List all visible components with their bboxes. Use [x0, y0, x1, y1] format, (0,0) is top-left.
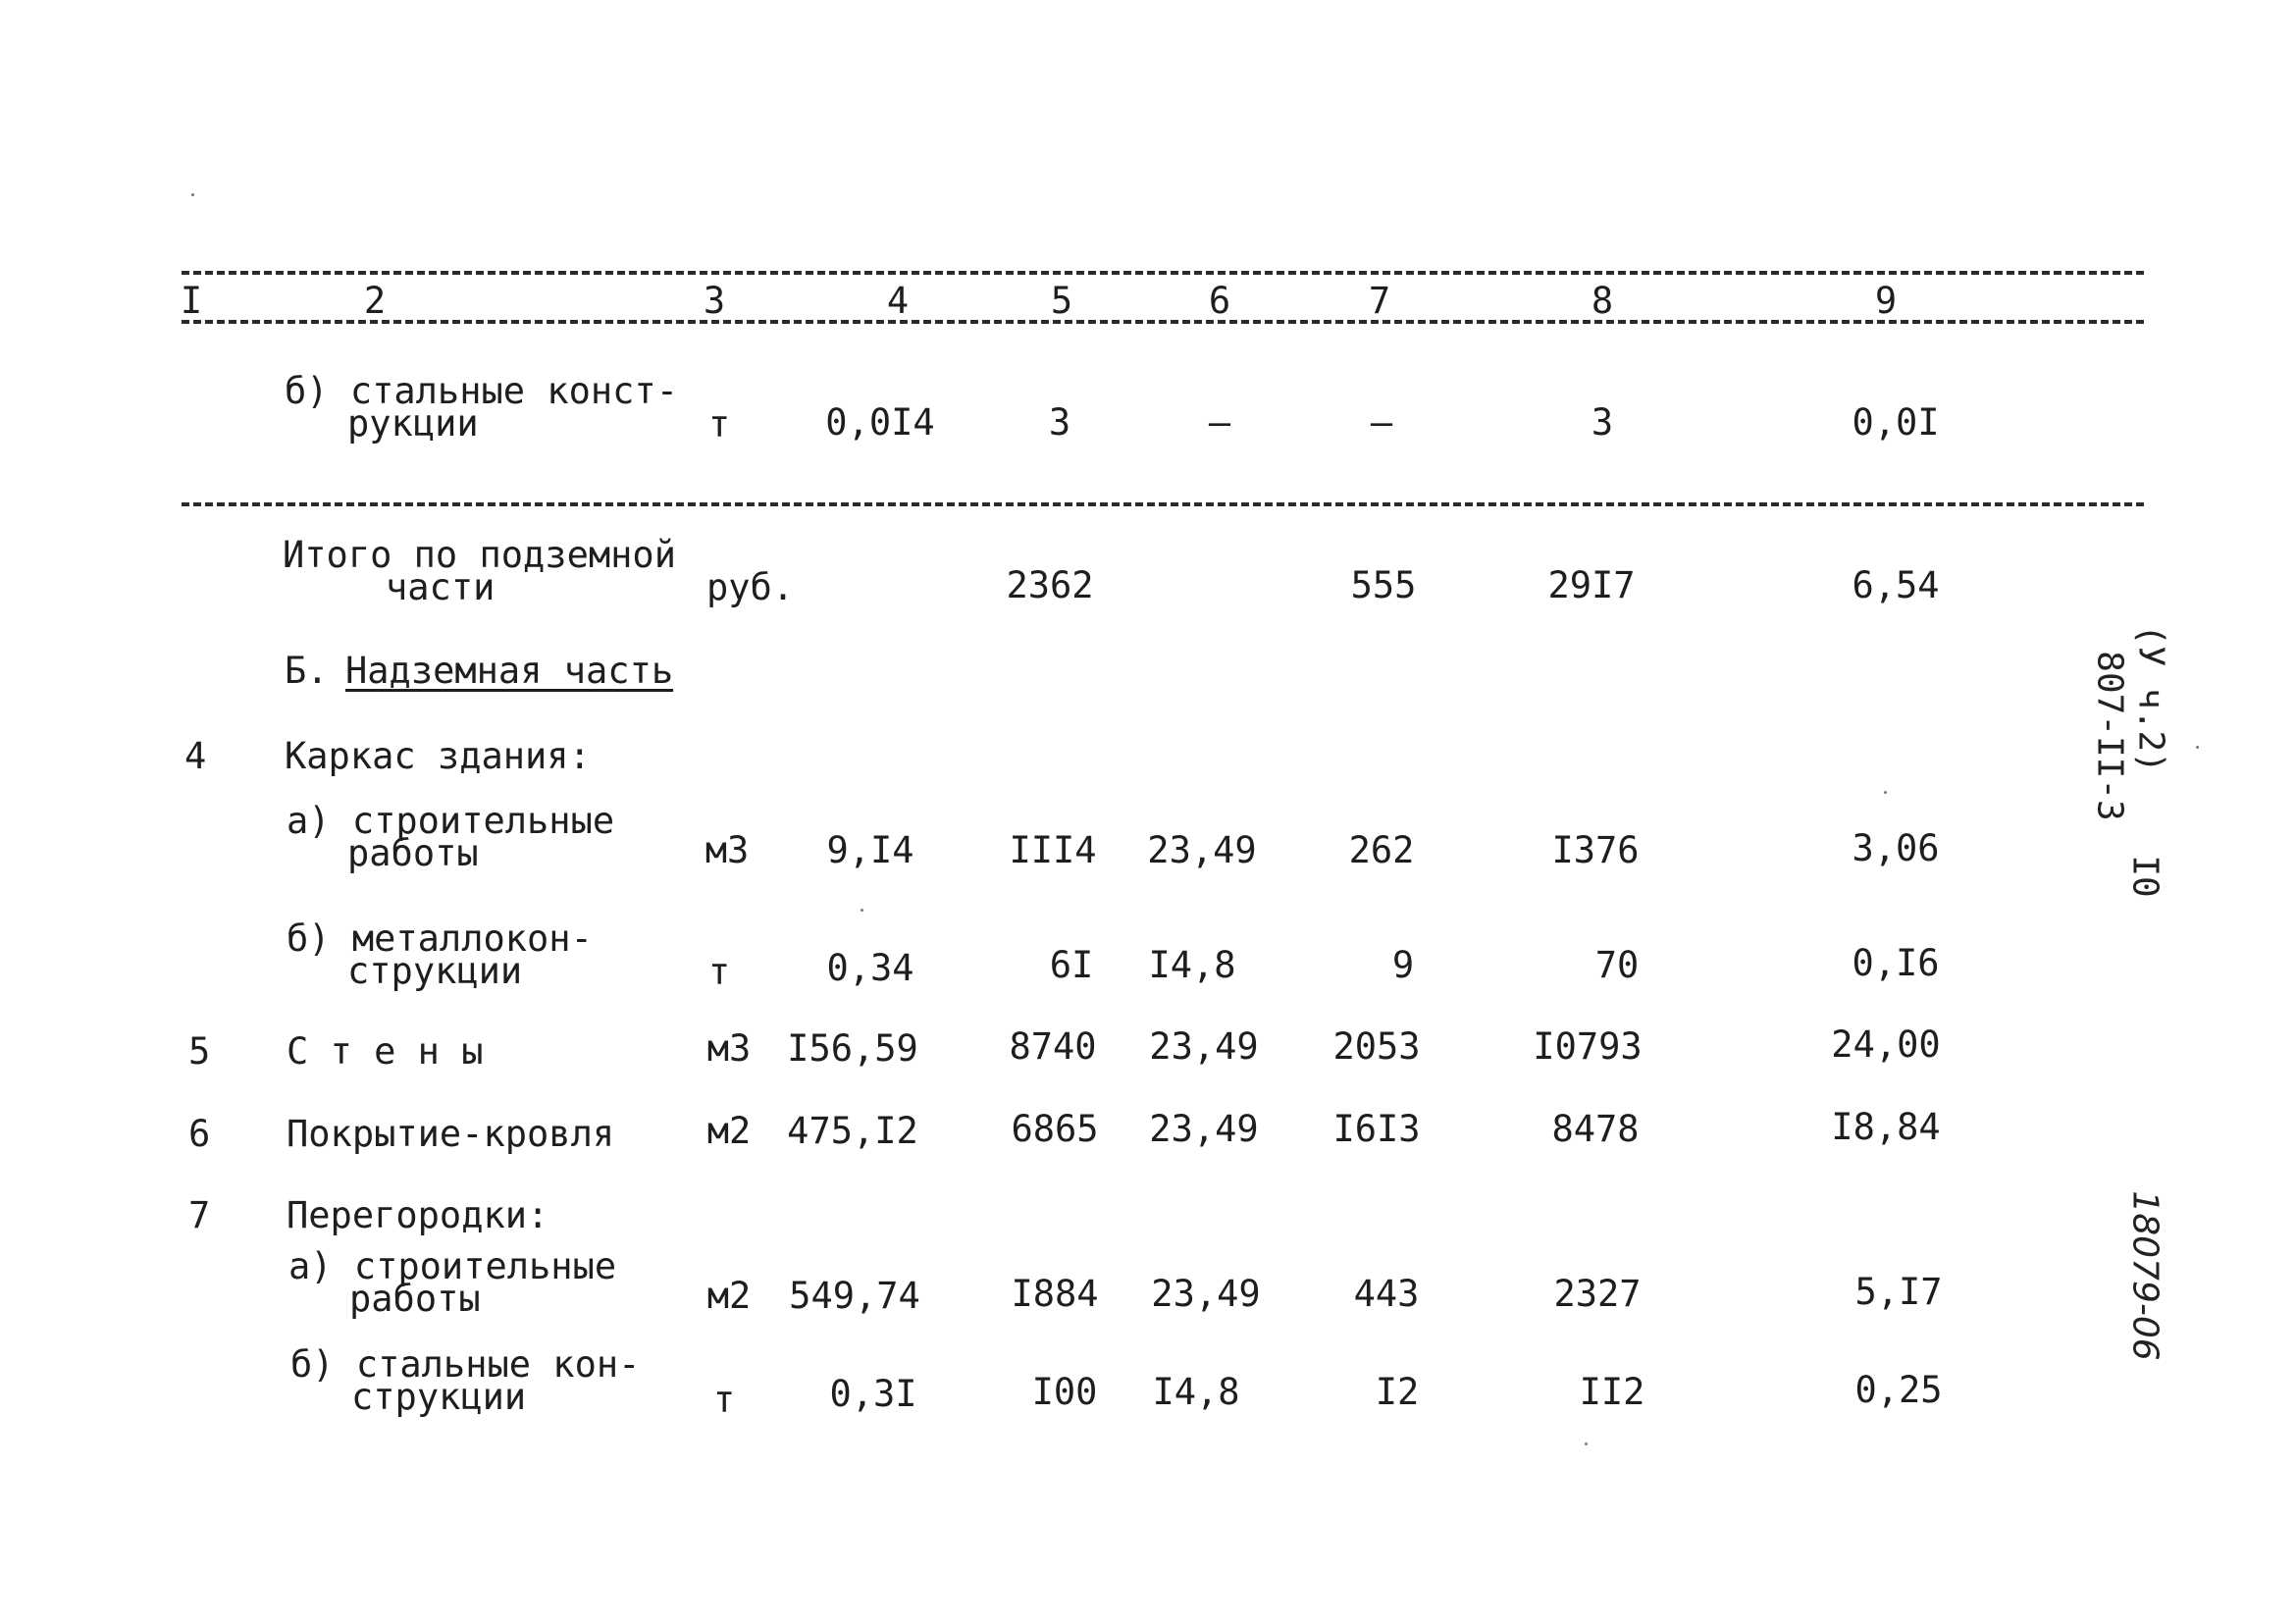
- cell-col7: –: [1370, 401, 1393, 444]
- col-header-9: 9: [1874, 280, 1898, 322]
- subtotal-rule: [182, 502, 2144, 506]
- row-label-line1: а) строительные: [288, 1245, 617, 1287]
- cell-col7: 262: [1348, 829, 1415, 871]
- cell-col7: 2053: [1332, 1025, 1421, 1068]
- col-header-2: 2: [363, 280, 387, 322]
- cell-unit: м3: [706, 1027, 752, 1070]
- cell-col4: 9,I4: [826, 829, 914, 871]
- row-number: 7: [188, 1194, 211, 1236]
- cell-col6: I4,8: [1148, 944, 1236, 986]
- col-header-6: 6: [1208, 280, 1231, 322]
- cell-unit: руб.: [706, 566, 795, 608]
- cell-col9: 5,I7: [1854, 1271, 1943, 1313]
- row-label-line2: рукции: [347, 402, 479, 445]
- cell-col6: 23,49: [1149, 1025, 1259, 1068]
- margin-series-code: [2090, 651, 2130, 820]
- cell-col5: 6865: [1011, 1108, 1099, 1150]
- cell-col9: 0,25: [1854, 1369, 1943, 1411]
- cell-col8: 3: [1591, 401, 1614, 444]
- row-label: Каркас здания:: [285, 735, 591, 777]
- cell-col9: 6,54: [1852, 564, 1940, 606]
- scan-speck: [2196, 746, 2199, 749]
- row-label-line2: струкции: [347, 950, 523, 992]
- cell-col5: 8740: [1009, 1025, 1097, 1068]
- row-number: 4: [184, 735, 207, 777]
- row-label: Покрытие-кровля: [287, 1113, 615, 1155]
- cell-col9: 0,0I: [1852, 401, 1940, 444]
- cell-col7: I6I3: [1332, 1108, 1421, 1150]
- row-label: Перегородки:: [287, 1194, 549, 1236]
- cell-col7: 9: [1391, 944, 1415, 986]
- cell-col6: I4,8: [1152, 1371, 1240, 1413]
- cell-col4: 0,34: [826, 947, 914, 989]
- cell-col8: 2327: [1553, 1273, 1642, 1315]
- row-number: 6: [188, 1113, 211, 1155]
- cell-col5: I884: [1011, 1273, 1099, 1315]
- col-header-1: I: [180, 280, 203, 322]
- cell-col6: 23,49: [1151, 1273, 1261, 1315]
- cell-col9: 0,I6: [1852, 942, 1940, 984]
- cell-col5: III4: [1009, 829, 1097, 871]
- header-top-rule: [182, 271, 2144, 275]
- cell-unit: т: [707, 951, 731, 993]
- cell-col8: 8478: [1551, 1108, 1640, 1150]
- cell-col4: I56,59: [787, 1027, 918, 1070]
- cell-col4: 549,74: [789, 1275, 920, 1317]
- col-header-5: 5: [1050, 280, 1073, 322]
- scan-speck: [861, 909, 863, 912]
- cell-col9: 24,00: [1831, 1023, 1941, 1066]
- header-bottom-rule: [182, 320, 2144, 324]
- cell-col9: I8,84: [1831, 1106, 1941, 1148]
- cell-col4: 0,3I: [829, 1373, 917, 1415]
- margin-inventory-text: 18079-06: [2124, 1190, 2166, 1361]
- cell-unit: м3: [704, 829, 750, 871]
- scan-speck: [1884, 791, 1887, 794]
- cell-col7: 555: [1350, 564, 1417, 606]
- cell-col4: 475,I2: [787, 1110, 918, 1152]
- col-header-7: 7: [1368, 280, 1391, 322]
- scan-speck: [1585, 1442, 1588, 1445]
- cell-col5: 3: [1048, 401, 1071, 444]
- cell-col8: I0793: [1533, 1025, 1643, 1068]
- cell-col8: I376: [1551, 829, 1640, 871]
- col-header-8: 8: [1591, 280, 1614, 322]
- cell-col9: 3,06: [1852, 827, 1940, 869]
- cell-col5: 2362: [1006, 564, 1094, 606]
- cell-col4: 0,0I4: [825, 401, 935, 444]
- margin-part-text: (У ч.2): [2130, 624, 2171, 773]
- margin-code-text: 807-II-3: [2089, 651, 2130, 821]
- row-label-line1: б) металлокон-: [287, 917, 593, 960]
- cell-unit: т: [707, 403, 731, 445]
- cell-unit: т: [712, 1379, 736, 1421]
- cell-col6: –: [1208, 401, 1231, 444]
- row-label-line2: работы: [347, 832, 479, 874]
- cell-col6: 23,49: [1149, 1108, 1259, 1150]
- margin-part-label: [2131, 624, 2171, 773]
- total-label-line2: части: [386, 566, 496, 608]
- margin-page-number: [2125, 855, 2166, 897]
- cell-col8: II2: [1579, 1371, 1645, 1413]
- cell-col8: 29I7: [1547, 564, 1636, 606]
- row-label-line1: б) стальные конст-: [285, 370, 678, 412]
- cell-col7: I2: [1375, 1371, 1420, 1413]
- row-label-line2: струкции: [351, 1376, 527, 1418]
- cell-col7: 443: [1353, 1273, 1420, 1315]
- row-label-line1: б) стальные кон-: [290, 1343, 641, 1386]
- margin-page-text: I0: [2124, 855, 2166, 898]
- row-label: С т е н ы: [287, 1030, 484, 1073]
- scan-speck: [191, 193, 194, 196]
- section-prefix: Б.: [285, 650, 329, 692]
- section-title: Надземная часть: [345, 650, 674, 692]
- row-number: 5: [188, 1030, 211, 1073]
- cell-unit: м2: [706, 1275, 752, 1317]
- cell-col8: 70: [1594, 944, 1640, 986]
- cell-unit: м2: [706, 1110, 752, 1152]
- total-label-line1: Итого по подземной: [283, 534, 676, 576]
- cell-col5: 6I: [1049, 944, 1094, 986]
- row-label-line1: а) строительные: [287, 800, 615, 842]
- col-header-4: 4: [886, 280, 910, 322]
- row-label-line2: работы: [349, 1278, 481, 1320]
- cell-col5: I00: [1031, 1371, 1098, 1413]
- cell-col6: 23,49: [1147, 829, 1257, 871]
- margin-inventory-number: [2125, 1190, 2166, 1360]
- col-header-3: 3: [703, 280, 726, 322]
